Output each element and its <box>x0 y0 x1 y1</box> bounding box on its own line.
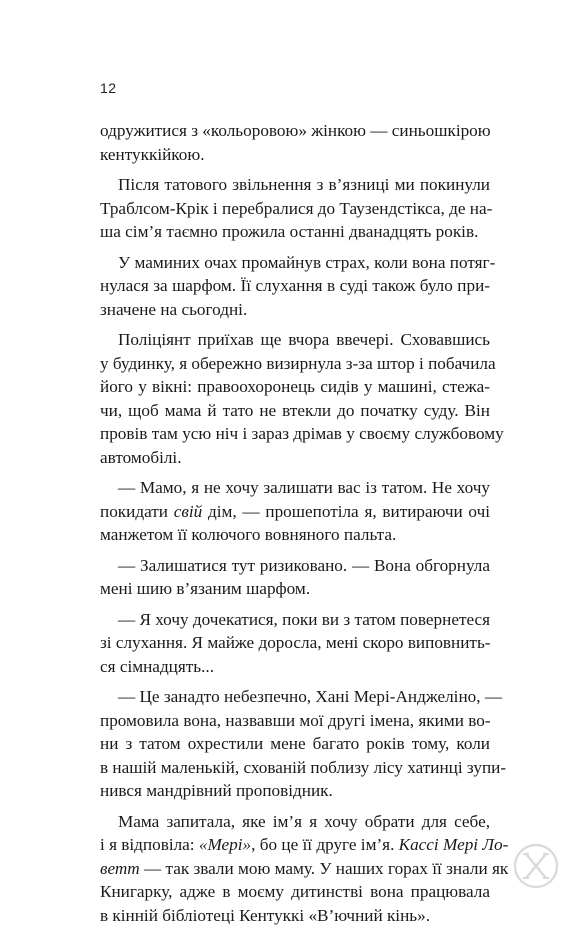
body-text <box>100 119 509 934</box>
text-line: чи, щоб мама й тато не втекли до початку суду. Він <box>100 400 490 420</box>
paragraph <box>100 554 490 601</box>
text-line: його у вікні: правоохоронець сидів у машині, стежа- <box>100 377 490 396</box>
paragraph <box>100 685 507 803</box>
text-run: дім, — прошепотіла я, витираючи очі <box>202 501 491 521</box>
text-line: провів там усю ніч і зараз дрімав у своєму службовому <box>100 424 504 443</box>
x-seal-icon <box>513 843 559 889</box>
text-line: манжетом її колючого вовняного пальта. <box>100 525 397 544</box>
paragraph <box>100 810 509 928</box>
italic-word: свій <box>173 501 203 521</box>
text-line: одружитися з «кольоровою» жінкою — синьошкірою <box>100 121 491 140</box>
paragraph <box>100 119 490 166</box>
text-line: Після татового звільнення з в’язниці ми покинули <box>118 175 490 194</box>
text-run: — так звали мою маму. У наших горах її знали як <box>139 858 509 878</box>
text-line: мені шию в’язаним шарфом. <box>100 579 311 598</box>
text-line: — Я хочу дочекатися, поки ви з татом повернетеся <box>118 609 491 629</box>
text-line: — Мамо, я не хочу залишати вас із татом. Не хочу <box>118 478 490 497</box>
text-line: ни з татом охрестили мене багато років тому, коли <box>100 734 490 753</box>
text-line: нулася за шарфом. Її слухання в суді також було при- <box>100 276 490 295</box>
italic-word: «Мері» <box>198 835 252 854</box>
text-line: Траблсом-Крік і перебралися до Таузендстікса, де на- <box>100 198 493 218</box>
italic-name: ветт <box>100 858 140 878</box>
text-line: в нашій маленькій, схованій поблизу лісу хатинці зупи- <box>100 757 507 777</box>
text-line: автомобілі. <box>100 447 182 467</box>
text-line: ся сімнадцять... <box>100 656 215 676</box>
paragraph <box>100 476 490 547</box>
text-line: промовила вона, назвавши мої другі імена, якими во- <box>100 710 491 730</box>
text-line: кентуккійкою. <box>100 144 205 164</box>
text-line: у будинку, я обережно визирнула з-за штор і побачила <box>100 353 496 373</box>
text-line <box>100 833 509 857</box>
text-line: — Залишатися тут ризиковано. — Вона обгорнула <box>118 555 490 575</box>
text-line: в кінній бібліотеці Кентуккі «В’ючний кінь». <box>100 905 431 925</box>
text-line: нився мандрівний проповідник. <box>100 781 333 800</box>
text-line: Поліціянт приїхав ще вчора ввечері. Сховавшись <box>118 330 490 349</box>
text-run: , бо це її друге ім’я. <box>251 835 399 854</box>
text-line: — Це занадто небезпечно, Хані Мері-Анджеліно, — <box>118 687 503 706</box>
text-line <box>100 857 509 881</box>
paragraph <box>100 251 496 322</box>
italic-name: Кассі Мері Ло- <box>398 835 509 854</box>
paragraph <box>100 173 493 244</box>
text-line: значене на сьогодні. <box>100 299 248 319</box>
text-line: зі слухання. Я майже доросла, мені скоро виповнить- <box>100 633 491 652</box>
paragraph <box>100 608 490 679</box>
text-line <box>100 500 490 524</box>
page-number: 12 <box>100 80 117 96</box>
text-line: Книгарку, адже в моєму дитинстві вона працювала <box>100 882 490 901</box>
text-line: ша сім’я таємно прожила останні дванадцять років. <box>100 222 479 241</box>
text-line: У маминих очах промайнув страх, коли вона потяг- <box>118 252 496 272</box>
text-run: покидати <box>100 501 174 521</box>
text-line: Мама запитала, яке ім’я я хочу обрати для себе, <box>118 811 490 831</box>
text-run: і я відповіла: <box>100 835 199 854</box>
paragraph <box>100 328 504 469</box>
